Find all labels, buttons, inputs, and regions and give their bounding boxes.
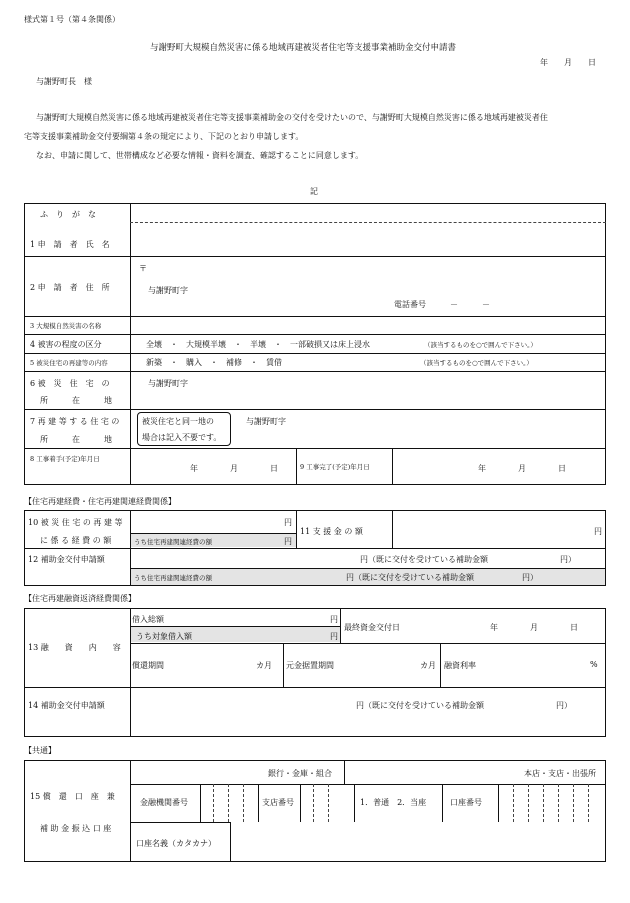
intro-line-3: なお、申請に関して、世帯構成など必要な情報・資料を調査、確認することに同意します。	[36, 151, 364, 160]
loan-target-label: うち対象借入額	[136, 632, 192, 641]
section-housing-cost-heading: 【住宅再建経費・住宅再建関連経費関係】	[24, 497, 176, 506]
intro-line-1: 与謝野町大規模自然災害に係る地域再建被災者住宅等支援事業補助金の交付を受けたいので、与謝野町大規模自然災害に係る地域再建被災者住	[36, 113, 548, 122]
branch-code-label: 支店番号	[262, 798, 294, 807]
loan-total-yen[interactable]: 円	[330, 615, 338, 624]
bank-code-label: 金融機関番号	[140, 798, 188, 807]
ki-mark: 記	[310, 187, 318, 196]
rebuild-options[interactable]: 新築 ・ 購入 ・ 補修 ・ 賃借	[146, 358, 282, 367]
grace-period-label: 元金据置期間	[286, 661, 334, 670]
phone-number[interactable]: 電話番号 － －	[394, 300, 490, 309]
new-house-label-1: 7 再 建 等 す る 住 宅 の	[30, 417, 120, 426]
loan-rate-label: 融資利率	[444, 661, 476, 670]
address-town[interactable]: 与謝野町字	[148, 286, 188, 295]
subsidy-request-amount[interactable]: 円（既に交付を受けている補助金額 円）	[360, 555, 576, 564]
applicant-name-label: 1 申 請 者 氏 名	[30, 240, 110, 249]
section-common-heading: 【共通】	[24, 746, 56, 755]
damaged-house-label-1: 6 被 災 住 宅 の	[30, 379, 110, 388]
application-date[interactable]: 年 月 日	[540, 58, 596, 67]
rebuild-note: （該当するものを○で囲んで下さい。）	[420, 359, 533, 367]
applicant-address-label: 2 申 請 者 住 所	[30, 283, 110, 292]
subsidy-related-amount[interactable]: 円（既に交付を受けている補助金額 円）	[346, 573, 538, 582]
new-house-label-2: 所 在 地	[40, 435, 112, 444]
account-type-options[interactable]: 1．普通 2．当座	[360, 798, 427, 807]
account-number-label: 口座番号	[450, 798, 482, 807]
postal-mark: 〒	[139, 264, 147, 273]
rebuild-cost-label-1: 10 被 災 住 宅 の 再 建 等	[28, 518, 123, 527]
start-date-label: 8 工事着手(予定)年月日	[30, 455, 100, 463]
furigana-label: ふ り が な	[40, 210, 96, 219]
loan-rate-percent[interactable]: %	[590, 660, 598, 669]
form-number: 様式第１号（第４条関係）	[24, 15, 120, 24]
damage-options[interactable]: 全壊 ・ 大規模半壊 ・ 半壊 ・ 一部破損又は床上浸水	[146, 340, 370, 349]
rebuild-related-cost-label: うち住宅再建関連経費の額	[134, 538, 212, 546]
final-disbursement-date[interactable]: 年 月 日	[490, 623, 578, 632]
damaged-house-address[interactable]: 与謝野町字	[148, 379, 188, 388]
loan-total-label: 借入総額	[132, 615, 164, 624]
new-house-address[interactable]: 与謝野町字	[246, 417, 286, 426]
section-loan-heading: 【住宅再建融資返済経費関係】	[24, 594, 136, 603]
final-disbursement-label: 最終資金交付日	[344, 623, 400, 632]
intro-line-2: 宅等支援事業補助金交付要綱第４条の規定により、下記のとおり申請します。	[24, 132, 304, 141]
start-date-field[interactable]: 年 月 日	[190, 464, 278, 473]
grace-period-months[interactable]: カ月	[420, 661, 436, 670]
form-title: 与謝野町大規模自然災害に係る地域再建被災者住宅等支援事業補助金交付申請書	[150, 43, 457, 53]
repayment-period-months[interactable]: カ月	[256, 661, 272, 670]
support-amount-label: 11 支 援 金 の 額	[300, 527, 363, 536]
damaged-house-label-2: 所 在 地	[40, 396, 112, 405]
damage-note: （該当するものを○で囲んで下さい。）	[424, 341, 537, 349]
loan-details-label: 13 融 資 内 容	[28, 643, 121, 652]
branch-type-options[interactable]: 本店・支店・出張所	[524, 769, 596, 778]
end-date-field[interactable]: 年 月 日	[478, 464, 566, 473]
support-amount-yen[interactable]: 円	[594, 527, 602, 536]
subsidy-related-label: うち住宅再建関連経費の額	[134, 574, 212, 582]
rebuild-related-cost-yen[interactable]: 円	[284, 537, 292, 546]
repayment-period-label: 償還期間	[132, 661, 164, 670]
same-site-note-2: 場合は記入不要です。	[142, 433, 222, 442]
account-label-1: 15 償 還 口 座 兼	[30, 792, 115, 801]
account-label-2: 補 助 金 振 込 口 座	[40, 824, 112, 833]
disaster-name-label: 3 大規模自然災害の名称	[30, 322, 102, 330]
same-site-note-1: 被災住宅と同一地の	[142, 417, 214, 426]
bank-type-options[interactable]: 銀行・金庫・組合	[268, 769, 332, 778]
rebuild-cost-label-2: に 係 る 経 費 の 額	[40, 536, 112, 545]
applicant-name-field[interactable]	[134, 230, 594, 252]
loan-subsidy-request-label: 14 補助金交付申請額	[28, 701, 105, 710]
account-holder-label: 口座名義（カタカナ）	[136, 839, 216, 848]
loan-subsidy-request-amount[interactable]: 円（既に交付を受けている補助金額 円）	[356, 701, 572, 710]
account-holder-field[interactable]	[236, 828, 596, 856]
subsidy-request-label: 12 補助金交付申請額	[28, 555, 105, 564]
addressee: 与謝野町長 様	[36, 77, 92, 86]
damage-label: 4 被害の程度の区分	[30, 340, 102, 349]
loan-target-yen[interactable]: 円	[330, 632, 338, 641]
rebuild-label: 5 被災住宅の再建等の内容	[30, 359, 108, 367]
disaster-name-field[interactable]	[134, 318, 594, 332]
rebuild-cost-yen[interactable]: 円	[284, 518, 292, 527]
end-date-label: 9 工事完了(予定)年月日	[300, 463, 370, 471]
